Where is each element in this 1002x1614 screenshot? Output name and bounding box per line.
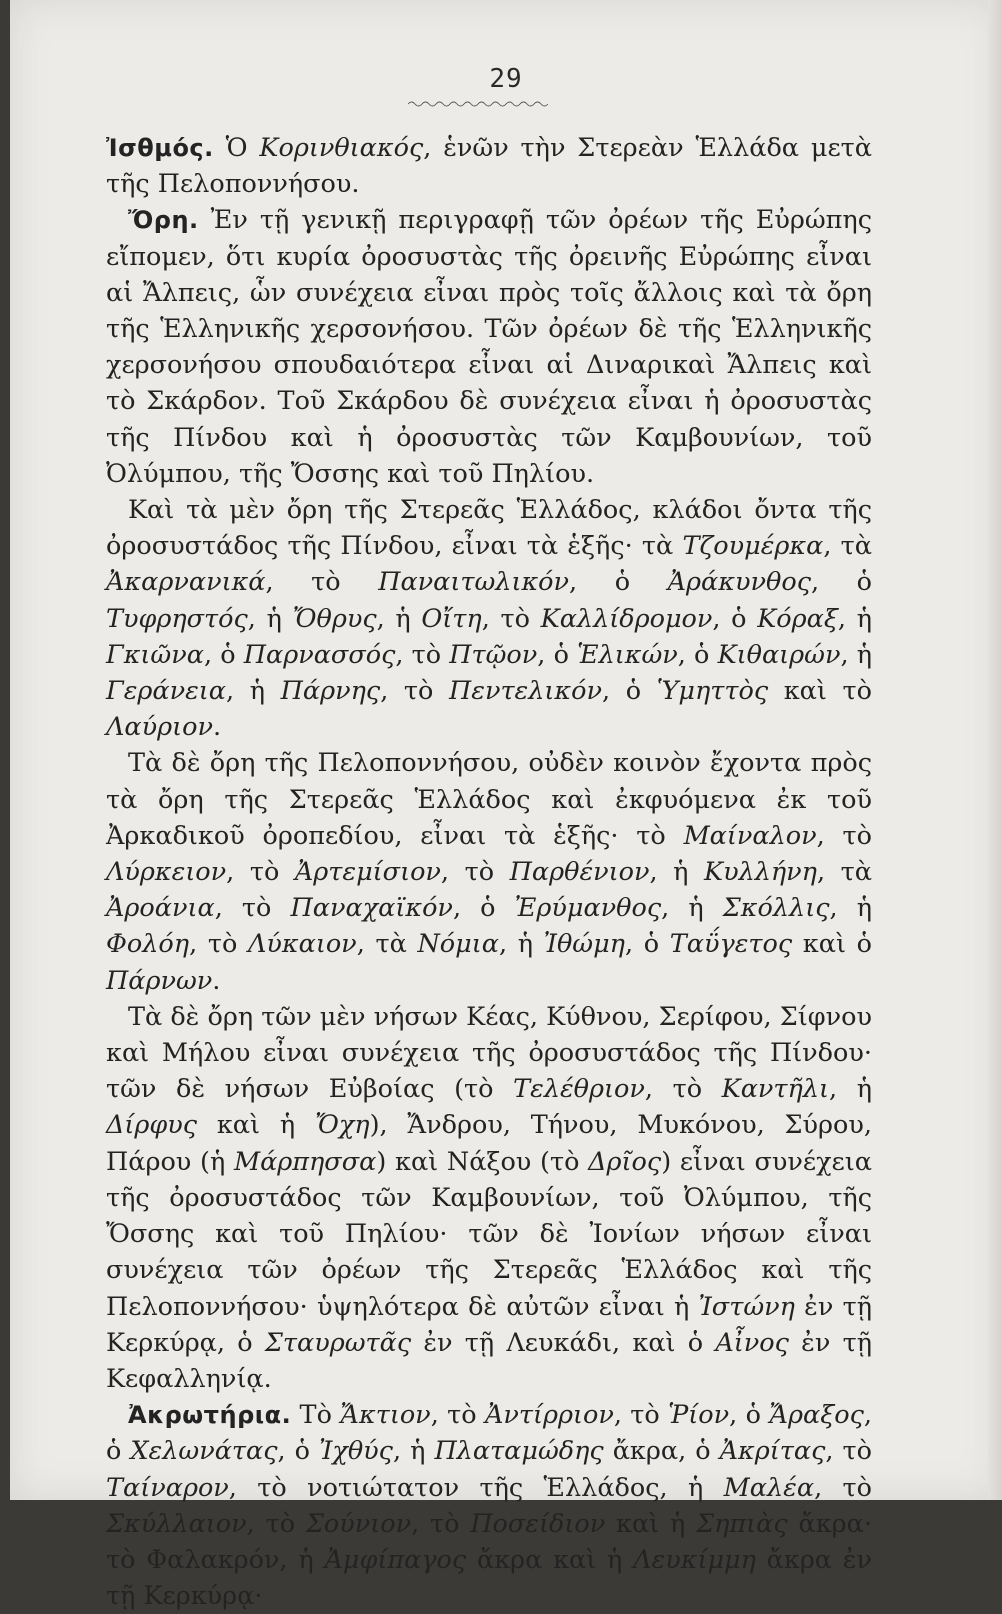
text-run: Καὶ τὰ μὲν ὄρη τῆς Στερεᾶς Ἑλλάδος, κλάδοι ὄντα τῆς ὀροσυστάδος τῆς Πίνδου, εἶναι τὰ ἑξῆς· τὰ	[106, 495, 872, 562]
text-run: ἐν τῇ Κεφαλληνίᾳ.	[106, 1327, 872, 1394]
paragraph	[106, 492, 872, 745]
place-name: Τελέθριον	[513, 1074, 645, 1105]
text-run: , ἑνῶν τὴν Στερεὰν Ἑλλάδα μετὰ τῆς Πελοποννήσου.	[106, 133, 872, 200]
text-run: , ἡ	[840, 639, 873, 670]
text-run: , τὰ	[816, 857, 872, 888]
text-run: , τὸ	[430, 1400, 485, 1431]
text-run: , ὁ	[277, 1436, 320, 1467]
text-run: Τὸ	[291, 1400, 341, 1431]
place-name: Ἀκρίτας	[719, 1436, 826, 1467]
text-run: , τὸ	[814, 1472, 872, 1503]
text-run: , τὸ	[481, 603, 541, 634]
text-run: , ὁ	[601, 676, 657, 707]
place-name: Λύρκειον	[106, 857, 227, 888]
place-name: Ἑλικών	[577, 639, 678, 670]
place-name: Λαύριον	[106, 712, 213, 743]
place-name: Ἄκτιον	[340, 1400, 431, 1431]
section-heading: Ἀκρωτήρια.	[128, 1401, 292, 1430]
place-name: Κόραξ	[757, 603, 838, 634]
text-run: Τὰ δὲ ὄρη τῆς Πελοποννήσου, οὐδὲν κοινὸν ἔχοντα πρὸς τὰ ὄρη τῆς Στερεᾶς Ἑλλάδος καὶ ἐκφυόμενα ἐκ τοῦ Ἀρκαδικοῦ ὀροπεδίου, εἶναι τὰ ἑξῆς· τὸ	[106, 748, 872, 851]
place-name: Οἴτη	[421, 603, 482, 634]
text-run: , τὸ	[226, 857, 295, 888]
text-run: , τὰ	[823, 531, 872, 562]
text-run: ἄκρα ἐν τῇ Κερκύρᾳ·	[106, 1544, 872, 1612]
place-name: Ἀράκυνθος	[667, 567, 811, 598]
text-run: , ὁ	[729, 1400, 770, 1431]
place-name: Πάρνης	[280, 676, 381, 707]
text-run: , ἡ	[226, 676, 281, 707]
body-text	[106, 130, 872, 1614]
text-run: , ἡ	[498, 929, 544, 960]
text-run: , ἡ	[829, 893, 872, 924]
place-name: Ὑμηττὸς	[656, 676, 769, 707]
place-name: Ἀροάνια	[106, 893, 215, 924]
text-run: , τὸ	[380, 676, 450, 707]
section-heading: Ὄρη.	[128, 206, 199, 235]
place-name: Πλαταμώδης	[434, 1436, 604, 1467]
place-name: Γεράνεια	[106, 676, 226, 707]
place-name: Ἀρτεμίσιον	[294, 857, 441, 888]
text-run: , ὁ	[537, 639, 578, 670]
text-run: , ἡ	[247, 603, 293, 634]
place-name: Ἀκαρνανικά	[106, 567, 266, 598]
text-run: ) εἶναι συνέχεια τῆς ὀροσυστάδος τῶν Καμβουνίων, τοῦ Ὀλύμπου, τῆς Ὄσσης καὶ τοῦ Πηλίου· τῶν δὲ Ἰονίων νήσων εἶναι συνέχεια τῶν ὀρέων τῆς Στερεᾶς Ἑλλάδος καὶ τῆς Πελοποννήσου· ὑψηλότερα δὲ αὐτῶν εἶναι ἡ	[106, 1146, 872, 1322]
text-run: .	[212, 965, 221, 996]
paragraph	[106, 202, 872, 492]
place-name: Κυλλήνη	[704, 857, 817, 888]
place-name: Ποσείδιον	[470, 1508, 606, 1539]
text-run: ἄκρα καὶ ἡ	[466, 1544, 634, 1575]
text-run: , ἡ	[376, 603, 422, 634]
text-run: καὶ τὸ	[768, 676, 872, 707]
text-run: καὶ ὁ	[792, 929, 872, 960]
place-name: Νόμια	[417, 929, 499, 960]
place-name: Φολόη	[106, 929, 190, 960]
place-name: Καντῆλι	[721, 1074, 829, 1105]
place-name: Ἰστώνη	[698, 1291, 795, 1322]
place-name: Παρνασσός	[243, 639, 396, 670]
place-name: Δίρφυς	[106, 1110, 198, 1141]
text-run: , τὰ	[356, 929, 418, 960]
place-name: Σούνιον	[305, 1508, 412, 1539]
place-name: Μαλέα	[723, 1472, 815, 1503]
text-run: ) καὶ Νάξου (τὸ	[376, 1146, 589, 1177]
section-heading: Ἰσθμός.	[106, 134, 214, 162]
text-run: , ὁ	[624, 929, 670, 960]
text-run: , τὸ	[214, 893, 291, 924]
place-name: Παναιτωλικόν	[378, 567, 570, 598]
text-run: , τὸ	[440, 857, 510, 888]
text-run: Ὁ	[213, 133, 260, 163]
place-name: Παρθένιον	[509, 857, 650, 888]
place-name: Ἀμφίπαγος	[324, 1544, 467, 1575]
place-name: Λύκαιον	[247, 929, 357, 960]
paragraph	[106, 999, 872, 1397]
text-run: , ἡ	[649, 857, 705, 888]
place-name: Σκόλλις	[722, 893, 830, 924]
place-name: Ἄραξος	[769, 1400, 864, 1431]
text-run: , τὸ	[246, 1508, 306, 1539]
place-name: Σκύλλαιον	[106, 1508, 247, 1539]
page-number: 29	[489, 64, 523, 94]
text-run: , τὸ	[825, 1436, 872, 1467]
place-name: Πεντελικόν	[449, 676, 602, 707]
text-run: , ὁ	[203, 639, 244, 670]
paragraph	[106, 1397, 872, 1614]
text-run: , ἡ	[828, 1074, 872, 1105]
place-name: Ἰχθύς	[319, 1436, 393, 1467]
text-run: , τὸ	[395, 639, 450, 670]
text-run: ἄκρα· τὸ Φαλακρόν, ἡ	[106, 1508, 872, 1575]
place-name: Ταΰγετος	[669, 929, 793, 960]
place-name: Ὄχη	[314, 1110, 370, 1141]
text-run: Ἐν τῇ γενικῇ περιγραφῇ τῶν ὀρέων τῆς Εὐρώπης εἴπομεν, ὅτι κυρία ὀροσυστὰς τῆς ὀρεινῆς Εὐρώπης εἶναι αἱ Ἄλπεις, ὧν συνέχεια εἶναι πρὸς τοῖς ἄλλοις καὶ τὰ ὄρη τῆς Ἑλληνικῆς χερσονήσου. Τῶν ὀρέων δὲ τῆς Ἑλληνικῆς χερσονήσου σπουδαιότερα εἶναι αἱ Διναρικαὶ Ἄλπεις καὶ τὸ Σκάρδον. Τοῦ Σκάρδου δὲ συνέχεια εἶναι ἡ ὀροσυστὰς τῆς Πίνδου καὶ ἡ ὀροσυστὰς τῶν Καμβουνίων, τοῦ Ὀλύμπου, τῆς Ὄσσης καὶ τοῦ Πηλίου.	[106, 205, 872, 489]
text-run: , τὸ	[265, 567, 379, 598]
place-name: Πάρνων	[106, 965, 213, 996]
place-name: Μαίναλον	[683, 820, 817, 851]
text-run: , ἡ	[837, 603, 872, 634]
place-name: Πτῷον	[449, 639, 538, 670]
place-name: Αἶνος	[715, 1327, 789, 1358]
text-run: , τὸ	[189, 929, 248, 960]
place-name: Καλλίδρομον	[540, 603, 713, 634]
place-name: Σηπιὰς	[696, 1508, 788, 1539]
text-run: , ὁ	[569, 567, 668, 598]
place-name: Ἀντίρριον	[484, 1400, 614, 1431]
page-edge	[988, 0, 1002, 1500]
text-run: , ὁ	[106, 1400, 872, 1467]
place-name: Ταίναρον	[106, 1472, 229, 1503]
text-run: καὶ ἡ	[197, 1110, 315, 1141]
place-name: Τυφρηστός	[106, 603, 248, 634]
text-run: , τὸ	[411, 1508, 471, 1539]
paragraph	[106, 745, 872, 998]
place-name: Χελωνάτας	[130, 1436, 278, 1467]
place-name: Τζουμέρκα	[682, 531, 824, 562]
place-name: Ἐρύμανθος	[514, 893, 662, 924]
place-name: Κορινθιακός	[259, 133, 424, 163]
text-run: καὶ ἡ	[605, 1508, 697, 1539]
place-name: Παναχαϊκόν	[290, 893, 453, 924]
paragraph	[106, 130, 872, 202]
text-run: , ὁ	[810, 567, 873, 598]
text-run: , τὸ	[816, 820, 872, 851]
text-run: , τὸ	[644, 1074, 722, 1105]
text-run: , ἡ	[392, 1436, 435, 1467]
text-run: ), Ἄνδρου, Τήνου, Μυκόνου, Σύρου, Πάρου (ἡ	[106, 1110, 872, 1177]
place-name: Δρῖος	[588, 1146, 662, 1177]
place-name: Γκιῶνα	[106, 639, 204, 670]
text-run: , τὸ νοτιώτατον τῆς Ἑλλάδος, ἡ	[228, 1472, 724, 1503]
wavy-rule-ornament	[408, 100, 548, 108]
place-name: Ὄθρυς	[292, 603, 377, 634]
text-run: , ὁ	[712, 603, 758, 634]
book-page	[10, 0, 1002, 1612]
text-run: , τὸ	[613, 1400, 669, 1431]
place-name: Μάρπησσα	[233, 1146, 377, 1177]
place-name: Ἰθώμη	[543, 929, 625, 960]
place-name: Κιθαιρών	[717, 639, 841, 670]
place-name: Σταυρωτᾶς	[264, 1327, 412, 1358]
text-run: , ἡ	[661, 893, 723, 924]
place-name: Ῥίον	[668, 1400, 730, 1431]
place-name: Λευκίμμη	[633, 1544, 756, 1575]
text-run: Τὰ δὲ ὄρη τῶν μὲν νήσων Κέας, Κύθνου, Σερίφου, Σίφνου καὶ Μήλου εἶναι συνέχεια τῆς ὀροσυστάδος τῆς Πίνδου· τῶν δὲ νήσων Εὐβοίας (τὸ	[106, 1001, 872, 1105]
text-run: .	[212, 712, 222, 743]
text-run: ἐν τῇ Κερκύρᾳ, ὁ	[106, 1291, 872, 1358]
text-run: ἄκρα, ὁ	[603, 1436, 720, 1467]
text-run: ἐν τῇ Λευκάδι, καὶ ὁ	[411, 1327, 716, 1358]
text-run: , ὁ	[677, 639, 718, 670]
text-run: , ὁ	[452, 893, 515, 924]
